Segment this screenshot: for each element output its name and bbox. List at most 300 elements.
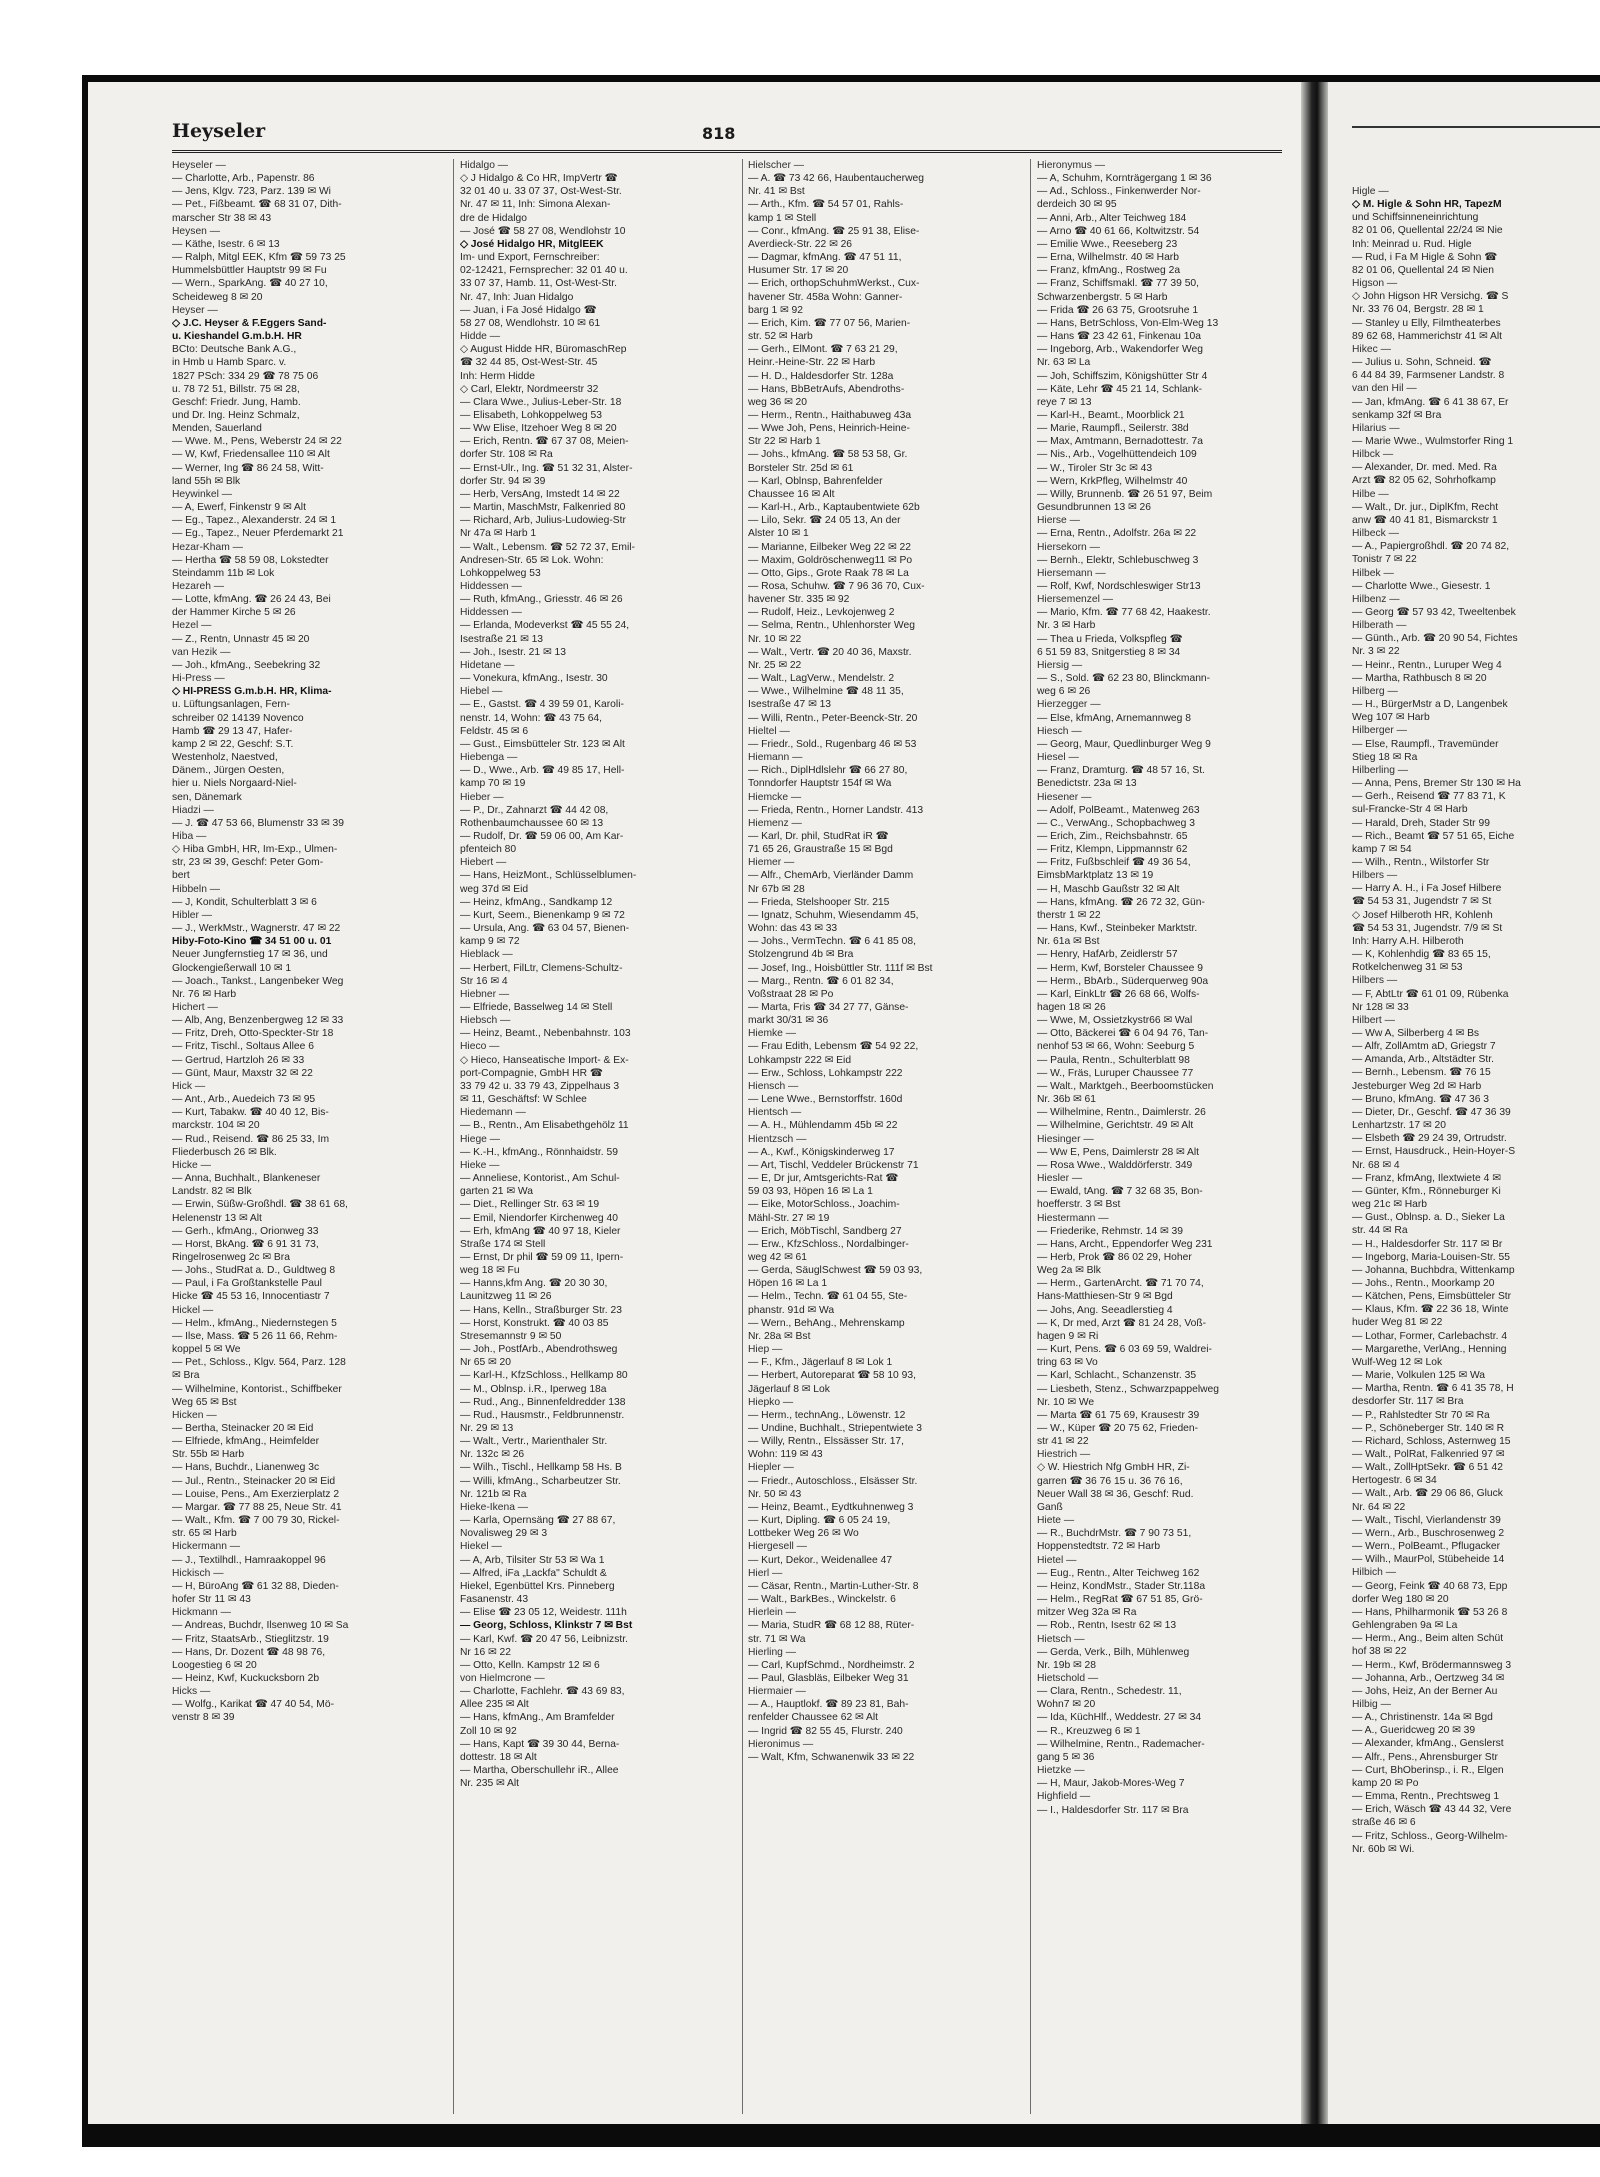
- entry-line: — W., Fräs, Luruper Chaussee 77: [1037, 1067, 1194, 1079]
- entry-line: — C., VerwAng., Schopbachweg 3: [1037, 817, 1195, 829]
- entry-line: — Günt, Maur, Maxstr 32 ✉ 22: [172, 1067, 313, 1079]
- entry-line: Inh: Harry A.H. Hilberoth: [1352, 935, 1464, 947]
- entry-surname-heading: Hiadzi —: [172, 804, 214, 816]
- entry-line: — A., Papiergroßhdl. ☎ 20 74 82,: [1352, 541, 1510, 553]
- entry-line: weg 18 ✉ Fu: [460, 1265, 520, 1277]
- entry-line: Str. 55b ✉ Harb: [172, 1449, 245, 1461]
- entry-line: — Kurt, Dekor., Weidenallee 47: [748, 1554, 893, 1566]
- entry-line: str 41 ✉ 22: [1037, 1436, 1089, 1448]
- entry-surname-heading: Hiesel —: [1037, 752, 1079, 764]
- entry-line: Jägerlauf 8 ✉ Lok: [748, 1383, 830, 1395]
- entry-line: — Heinz, Beamt., Nebenbahnstr. 103: [460, 1028, 631, 1040]
- entry-line: ✉ 11, Geschäftsf: W Schlee: [460, 1094, 587, 1106]
- entry-surname-heading: Hieblack —: [460, 949, 513, 961]
- entry-surname-heading: Hiddessen —: [460, 607, 522, 619]
- entry-line: — Josef, Ing., Hoisbüttler Str. 111f ✉ Bst: [748, 962, 933, 974]
- entry-surname-heading: Hiersig —: [1037, 659, 1083, 671]
- entry-surname-heading: Hierl —: [748, 1567, 783, 1579]
- entry-line: phanstr. 91d ✉ Wa: [748, 1304, 835, 1316]
- entry-line: ☎ 54 53 31, Jugendstr. 7/9 ✉ St: [1352, 922, 1503, 934]
- entry-line: — Herm., GartenArcht. ☎ 71 70 74,: [1037, 1278, 1204, 1290]
- entry-line: — Walt., Arb. ☎ 29 06 86, Gluck: [1352, 1488, 1503, 1500]
- entry-line: Loogestieg 6 ✉ 20: [172, 1659, 257, 1671]
- entry-line: — Franz, Schiffsmakl. ☎ 77 39 50,: [1037, 278, 1200, 290]
- entry-line: 58 27 08, Wendlohstr. 10 ✉ 61: [460, 317, 601, 329]
- entry-line: ◇ W. Hiestrich Nfg GmbH HR, Zi-: [1037, 1462, 1190, 1474]
- entry-line: — Joach., Tankst., Langenbeker Weg: [172, 975, 344, 987]
- entry-line: — I., Haldesdorfer Str. 117 ✉ Bra: [1037, 1804, 1189, 1816]
- entry-line: Chaussee 16 ✉ Alt: [748, 488, 835, 500]
- entry-line: — Alfr., Pens., Ahrensburger Str: [1352, 1751, 1498, 1763]
- entry-line: Nr. 41 ✉ Bst: [748, 186, 805, 198]
- entry-line: Stresemannstr 9 ✉ 50: [460, 1330, 562, 1342]
- entry-surname-heading: Hiemcke —: [748, 791, 802, 803]
- entry-line: — Eug., Rentn., Alter Teichweg 162: [1037, 1567, 1200, 1579]
- entry-line: — Louise, Pens., Am Exerzierplatz 2: [172, 1488, 340, 1500]
- entry-surname-heading: Hiddessen —: [460, 581, 522, 592]
- entry-surname-heading: Hientsch —: [748, 1107, 802, 1119]
- entry-surname-heading: Hiebner —: [460, 988, 510, 1000]
- entry-line: ☎ 54 53 31, Jugendstr 7 ✉ St: [1352, 896, 1492, 908]
- entry-line: — Elfriede, Basselweg 14 ✉ Stell: [460, 1002, 613, 1013]
- entry-line: Str 16 ✉ 4: [460, 975, 508, 987]
- entry-line: — Rudolf, Dr. ☎ 59 06 00, Am Kar-: [460, 830, 624, 842]
- entry-line: — Mario, Kfm. ☎ 77 68 42, Haakestr.: [1037, 607, 1211, 619]
- directory-column-2: [460, 159, 736, 2114]
- entry-line: — Hans, BetrSchloss, Von-Elm-Weg 13: [1037, 317, 1219, 329]
- entry-line: tring 63 ✉ Vo: [1037, 1357, 1098, 1369]
- entry-line: — Fritz, Dreh, Otto-Speckter-Str 18: [172, 1028, 334, 1040]
- entry-line: Nr. 61a ✉ Bst: [1037, 936, 1100, 948]
- entry-line: Tonistr 7 ✉ 22: [1352, 554, 1417, 566]
- entry-line: — Ww Elise, Itzehoer Weg 8 ✉ 20: [460, 423, 617, 435]
- entry-line: Wohn: das 43 ✉ 33: [748, 923, 838, 935]
- entry-line: — Ant., Arb., Auedeich 73 ✉ 95: [172, 1094, 316, 1106]
- entry-line: 82 01 06, Quellental 24 ✉ Nien: [1352, 264, 1495, 276]
- entry-line: schreiber 02 14139 Novenco: [172, 712, 304, 724]
- entry-line: sul-Francke-Str 4 ✉ Harb: [1352, 804, 1468, 816]
- entry-line: — Ewald, tAng. ☎ 7 32 68 35, Bon-: [1037, 1186, 1203, 1198]
- entry-line: Geschf: Friedr. Jung, Hamb.: [172, 396, 301, 408]
- entry-line: — Walt., LagVerw., Mendelstr. 2: [748, 673, 895, 685]
- entry-line: und Dr. Ing. Heinz Schmalz,: [172, 409, 300, 421]
- entry-surname-heading: Hientzsch —: [748, 1133, 807, 1145]
- entry-line: — Hans, Dr. Dozent ☎ 48 98 76,: [172, 1646, 326, 1658]
- entry-surname-heading: Hiebsch —: [460, 1015, 511, 1027]
- entry-line: ◇ Josef Hilberoth HR, Kohlenh: [1352, 909, 1493, 921]
- entry-line: Inh: Herm Hidde: [460, 370, 535, 382]
- entry-line: und Schiffsinneneinrichtung: [1352, 212, 1479, 224]
- entry-line: Nr. 76 ✉ Harb: [172, 988, 237, 1000]
- entry-line: markt 30/31 ✉ 36: [748, 1015, 829, 1027]
- entry-line: in Hmb u Hamb Sparc. v.: [172, 357, 287, 369]
- entry-line: — Erna, Wilhelmstr. 40 ✉ Harb: [1037, 252, 1179, 264]
- entry-line: — Adolf, PolBeamt., Matenweg 263: [1037, 804, 1200, 816]
- entry-line: — Wilhelmine, Rentn., Rademacher-: [1037, 1738, 1205, 1750]
- entry-line: Lohkoppelweg 53: [460, 567, 541, 579]
- entry-line: — A. ☎ 73 42 66, Haubentaucherweg: [748, 173, 924, 185]
- entry-surname-heading: Hilbe —: [1352, 488, 1389, 500]
- entry-line: — Franz, kfmAng, Ilextwiete 4 ✉: [1352, 1172, 1501, 1184]
- entry-line: ☎ 32 44 85, Ost-West-Str. 45: [460, 357, 598, 369]
- entry-line: — Hans, Philharmonik ☎ 53 26 8: [1352, 1606, 1508, 1618]
- entry-line: — Joh, Schiffszim, Königshütter Str 4: [1037, 370, 1208, 382]
- entry-surname-heading: Hiersemenzel —: [1037, 594, 1114, 606]
- entry-line: — Fritz, Fußbschleif ☎ 49 36 54,: [1037, 857, 1191, 869]
- entry-line: Nr. 47 ✉ 11, Inh: Simona Alexan-: [460, 199, 611, 211]
- entry-line: — Wilh., Rentn., Wilstorfer Str: [1352, 856, 1490, 868]
- entry-line: — Joh., PostfArb., Abendrothsweg: [460, 1344, 618, 1356]
- entry-line: — Eg., Tapez., Alexanderstr. 24 ✉ 1: [172, 515, 337, 527]
- entry-line: — Fritz, StaatsArb., Stieglitzstr. 19: [172, 1633, 329, 1645]
- entry-line: — Bernh., Lebensm. ☎ 76 15: [1352, 1067, 1491, 1079]
- entry-line: — Walt., BarkBes., Winckelstr. 6: [748, 1594, 896, 1606]
- entry-line: — Stanley u Elly, Filmtheaterbes: [1352, 317, 1501, 329]
- entry-line: — Hans, Kelln., Straßburger Str. 23: [460, 1304, 622, 1316]
- entry-line: — Herb, VersAng, Imstedt 14 ✉ 22: [460, 488, 620, 500]
- entry-surname-heading: Heyser —: [172, 304, 218, 316]
- entry-line: — Alfr., ChemArb, Vierländer Damm: [748, 870, 914, 882]
- entry-line: — Herm., BbArb., Süderquerweg 90a: [1037, 975, 1209, 987]
- entry-surname-heading: Hilberath —: [1352, 620, 1407, 632]
- entry-line: — Liesbeth, Stenz., Schwarzpappelweg: [1037, 1383, 1220, 1395]
- entry-surname-heading: Hiege —: [460, 1133, 501, 1145]
- entry-line: Feldstr. 45 ✉ 6: [460, 725, 529, 737]
- entry-line: — Art, Tischl, Veddeler Brückenstr 71: [748, 1159, 919, 1171]
- entry-line: — A., Gueridcweg 20 ✉ 39: [1352, 1725, 1476, 1737]
- entry-line: Hertogestr. 6 ✉ 34: [1352, 1475, 1437, 1487]
- entry-line: — Käte, Lehr ☎ 45 21 14, Schlank-: [1037, 383, 1203, 395]
- entry-line: Isestraße 47 ✉ 13: [748, 699, 832, 711]
- entry-line: Stieg 18 ✉ Ra: [1352, 751, 1418, 763]
- entry-line: garren ☎ 36 76 15 u. 36 76 16,: [1037, 1475, 1183, 1487]
- entry-line: nenhof 53 ✉ 66, Wohn: Seeburg 5: [1037, 1041, 1195, 1053]
- entry-surname-heading: Hieronymus —: [1037, 160, 1106, 171]
- entry-line: — Hans, BbBetrAufs, Abendroths-: [748, 383, 905, 395]
- entry-line: huder Weg 81 ✉ 22: [1352, 1317, 1443, 1329]
- entry-line: — Diet., Rellinger Str. 63 ✉ 19: [460, 1199, 600, 1211]
- entry-line: — Gerh., ElMont. ☎ 7 63 21 29,: [748, 344, 898, 356]
- entry-line: Novalisweg 29 ✉ 3: [460, 1528, 548, 1540]
- entry-line: — J., Textilhdl., Hamraakoppel 96: [172, 1554, 326, 1566]
- entry-line: Fasanenstr. 43: [460, 1594, 529, 1606]
- entry-line: — Jan, kfmAng. ☎ 6 41 38 67, Er: [1352, 396, 1509, 408]
- entry-line: — Hans ☎ 23 42 61, Finkenau 10a: [1037, 331, 1201, 343]
- entry-surname-heading: Hiesch —: [1037, 725, 1082, 737]
- entry-line: — Friedr., Sold., Rugenbarg 46 ✉ 53: [748, 738, 917, 750]
- entry-line: u. Kieshandel G.m.b.H. HR: [172, 331, 302, 343]
- entry-line: — Johs, Ang. Seeadlerstieg 4: [1037, 1304, 1173, 1316]
- entry-line: — Alb, Ang, Benzenbergweg 12 ✉ 33: [172, 1015, 344, 1027]
- entry-line: — Cäsar, Rentn., Martin-Luther-Str. 8: [748, 1580, 919, 1592]
- entry-line: Nr. 36b ✉ 61: [1037, 1094, 1097, 1106]
- entry-line: — Johs., StudRat a. D., Guldtweg 8: [172, 1265, 336, 1277]
- entry-surname-heading: Hibler —: [172, 909, 213, 921]
- entry-line: port-Compagnie, GmbH HR ☎: [460, 1067, 603, 1079]
- entry-surname-heading: van Hezik —: [172, 646, 231, 658]
- entry-line: — Marta, Fris ☎ 34 27 77, Gänse-: [748, 1002, 909, 1013]
- entry-surname-heading: Hilberger —: [1352, 725, 1407, 737]
- directory-page-right: [1328, 82, 1600, 2124]
- column-divider: [1030, 159, 1031, 2114]
- entry-line: — Max, Amtmann, Bernadottestr. 7a: [1037, 436, 1203, 448]
- entry-line: — Julius u. Sohn, Schneid. ☎: [1352, 357, 1492, 369]
- entry-surname-heading: Hierlein —: [748, 1607, 797, 1619]
- entry-line: sen, Dänemark: [172, 791, 242, 803]
- entry-line: — Gertrud, Hartzloh 26 ✉ 33: [172, 1054, 305, 1066]
- entry-line: Averdieck-Str. 22 ✉ 26: [748, 238, 853, 250]
- entry-line: Nr. 3 ✉ 22: [1352, 646, 1400, 658]
- entry-line: pfenteich 80: [460, 844, 517, 856]
- entry-line: — Fritz, Tischl., Soltaus Allee 6: [172, 1041, 314, 1053]
- entry-line: Mähl-Str. 27 ✉ 19: [748, 1212, 830, 1224]
- entry-line: gang 5 ✉ 36: [1037, 1751, 1095, 1763]
- entry-line: — Marta ☎ 61 75 69, Krausestr 39: [1037, 1409, 1200, 1421]
- entry-line: ◇ Carl, Elektr, Nordmeerstr 32: [460, 383, 599, 395]
- entry-line: — Karl-H., KfzSchloss., Hellkamp 80: [460, 1370, 628, 1382]
- entry-line: weg 37d ✉ Eid: [460, 883, 529, 895]
- entry-line: — Franz, kfmAng., Rostweg 2a: [1037, 265, 1181, 277]
- entry-line: — Franz, Dramturg. ☎ 48 57 16, St.: [1037, 765, 1205, 777]
- running-header: [172, 120, 1282, 160]
- entry-line: — Conr., kfmAng. ☎ 25 91 38, Elise-: [748, 225, 920, 237]
- entry-surname-heading: Hiete —: [1037, 1515, 1075, 1527]
- entry-line: — Ww A, Silberberg 4 ✉ Bs: [1352, 1028, 1480, 1039]
- entry-line: — Johs., VermTechn. ☎ 6 41 85 08,: [748, 936, 916, 948]
- entry-surname-heading: Hietel —: [1037, 1554, 1077, 1566]
- entry-line: BCto: Deutsche Bank A.G.,: [172, 344, 297, 356]
- entry-line: Menden, Sauerland: [172, 423, 262, 435]
- entry-surname-heading: Hilbek —: [1352, 567, 1394, 579]
- entry-line: — Frida ☎ 26 63 75, Grootsruhe 1: [1037, 304, 1199, 316]
- entry-line: renfelder Chaussee 62 ✉ Alt: [748, 1712, 878, 1724]
- entry-line: — Rob., Rentn, Isestr 62 ✉ 13: [1037, 1620, 1177, 1632]
- entry-line: — J. ☎ 47 53 66, Blumenstr 33 ✉ 39: [172, 817, 344, 829]
- entry-line: weg 21c ✉ Harb: [1352, 1199, 1428, 1211]
- entry-line: — Pet., Fißbeamt. ☎ 68 31 07, Dith-: [172, 199, 342, 211]
- entry-line: — F, AbtLtr ☎ 61 01 09, Rübenka: [1352, 988, 1509, 1000]
- entry-surname-heading: Hilbers —: [1352, 975, 1398, 987]
- entry-surname-heading: Hiensch —: [748, 1080, 799, 1092]
- entry-line: ◇ José Hidalgo HR, MitglEEK: [460, 238, 604, 250]
- entry-surname-heading: Hiepler —: [748, 1462, 794, 1474]
- entry-line: Lenhartzstr. 17 ✉ 20: [1352, 1120, 1446, 1132]
- entry-line: — Emma, Rentn., Prechtsweg 1: [1352, 1791, 1500, 1803]
- entry-line: — Ernst, Hausdruck., Hein-Hoyer-S: [1352, 1146, 1516, 1158]
- entry-line: — Horst, BkAng. ☎ 6 91 31 73,: [172, 1238, 319, 1250]
- entry-line: Weg 2a ✉ Blk: [1037, 1265, 1101, 1277]
- entry-surname-heading: Hibbeln —: [172, 883, 221, 895]
- entry-line: — A., Hauptlokf. ☎ 89 23 81, Bah-: [748, 1699, 909, 1711]
- entry-surname-heading: Hilbig —: [1352, 1698, 1391, 1710]
- entry-line: — Frieda, Rentn., Horner Landstr. 413: [748, 804, 924, 816]
- entry-line: — Martha, Rentn. ☎ 6 41 35 78, H: [1352, 1383, 1514, 1395]
- entry-line: — Ingrid ☎ 82 55 45, Flurstr. 240: [748, 1725, 903, 1737]
- entry-line: — P., Rahlstedter Str 70 ✉ Ra: [1352, 1409, 1490, 1421]
- entry-surname-heading: Hilbich —: [1352, 1567, 1397, 1579]
- entry-surname-heading: Hierse —: [1037, 515, 1080, 527]
- entry-line: — Pet., Schloss., Klgv. 564, Parz. 128: [172, 1357, 346, 1369]
- entry-line: — Amanda, Arb., Altstädter Str.: [1352, 1054, 1494, 1066]
- entry-line: — Hans, Archt., Eppendorfer Weg 231: [1037, 1238, 1213, 1250]
- entry-line: — Georg, Feink ☎ 40 68 73, Epp: [1352, 1580, 1508, 1592]
- entry-line: land 55h ✉ Blk: [172, 475, 241, 487]
- entry-line: — Anni, Arb., Alter Teichweg 184: [1037, 212, 1187, 224]
- entry-line: — Erich, Wäsch ☎ 43 44 32, Vere: [1352, 1804, 1512, 1816]
- entry-line: Nr. 3 ✉ Harb: [1037, 620, 1096, 632]
- entry-surname-heading: Hietzke —: [1037, 1765, 1085, 1777]
- entry-line: — Willy, Brunnenb. ☎ 26 51 97, Beim: [1037, 488, 1213, 500]
- entry-surname-heading: Hietschold —: [1037, 1672, 1099, 1684]
- columns-container: [172, 159, 1300, 2114]
- entry-line: — Karl, EinkLtr ☎ 26 68 66, Wolfs-: [1037, 988, 1200, 1000]
- entry-line: — Wilh., Tischl., Hellkamp 58 Hs. B: [460, 1462, 622, 1474]
- entry-line: — Marie, Volkulen 125 ✉ Wa: [1352, 1370, 1486, 1382]
- entry-line: — Wern, KrkPfleg, Wilhelmstr 40: [1037, 475, 1188, 487]
- entry-line: kamp 9 ✉ 72: [460, 936, 520, 948]
- entry-line: Höpen 16 ✉ La 1: [748, 1278, 828, 1290]
- entry-line: Benedictstr. 23a ✉ 13: [1037, 778, 1137, 790]
- entry-line: — Frau Edith, Lebensm ☎ 54 92 22,: [748, 1041, 919, 1053]
- entry-line: — H, Maur, Jakob-Mores-Weg 7: [1037, 1778, 1185, 1790]
- entry-line: — Gerh., Reisend ☎ 77 83 71, K: [1352, 791, 1506, 803]
- entry-line: — Herbert, Autoreparat ☎ 58 10 93,: [748, 1370, 916, 1382]
- entry-line: — Clara Wwe., Julius-Leber-Str. 18: [460, 396, 622, 408]
- entry-line: Andresen-Str. 65 ✉ Lok. Wohn:: [460, 554, 604, 566]
- entry-surname-heading: Hiestrich —: [1037, 1449, 1091, 1461]
- entry-line: — Gust., Eimsbütteler Str. 123 ✉ Alt: [460, 738, 625, 750]
- entry-line: — Rud, i Fa M Higle & Sohn ☎: [1352, 251, 1498, 263]
- entry-line: Nr 16 ✉ 22: [460, 1646, 511, 1658]
- entry-line: — Marie, Raumpfl., Seilerstr. 38d: [1037, 423, 1189, 435]
- entry-line: — Rud., Ang., Binnenfeldredder 138: [460, 1396, 626, 1408]
- entry-surname-heading: Hichert —: [172, 1002, 218, 1013]
- entry-line: — Rich., Beamt ☎ 57 51 65, Eiche: [1352, 830, 1515, 842]
- entry-line: ◇ Hieco, Hanseatische Import- & Ex-: [460, 1054, 629, 1066]
- entry-line: — W., Tiroler Str 3c ✉ 43: [1037, 462, 1153, 474]
- entry-surname-heading: von Hielmcrone —: [460, 1672, 545, 1684]
- directory-page-left: [88, 82, 1301, 2124]
- entry-surname-heading: Hilarius —: [1352, 422, 1400, 434]
- entry-surname-heading: Hiebel —: [460, 686, 503, 698]
- entry-line: — Vonekura, kfmAng., Isestr. 30: [460, 673, 608, 685]
- entry-line: EimsbMarktplatz 13 ✉ 19: [1037, 870, 1154, 882]
- entry-surname-heading: Heywinkel —: [172, 488, 233, 500]
- entry-surname-heading: Hiersekorn —: [1037, 541, 1100, 553]
- entry-line: — A. H., Mühlendamm 45b ✉ 22: [748, 1120, 898, 1132]
- entry-line: — M., Oblnsp. i.R., Iperweg 18a: [460, 1383, 607, 1395]
- entry-line: 59 03 93, Höpen 16 ✉ La 1: [748, 1186, 873, 1198]
- entry-surname-heading: Hieltel —: [748, 725, 790, 737]
- directory-column-right: [1352, 185, 1600, 2124]
- entry-line: Nr. 10 ✉ We: [1037, 1396, 1095, 1408]
- entry-line: — Helm., kfmAng., Niedernstegen 5: [172, 1317, 337, 1329]
- entry-line: — Emilie Wwe., Reeseberg 23: [1037, 238, 1178, 250]
- entry-line: — Erw., Schloss, Lohkampstr 222: [748, 1067, 903, 1079]
- entry-line: — Wolfg., Karikat ☎ 47 40 54, Mö-: [172, 1699, 335, 1711]
- entry-line: Lottbeker Weg 26 ✉ Wo: [748, 1528, 859, 1540]
- entry-line: Wohn7 ✉ 20: [1037, 1699, 1096, 1711]
- entry-line: bert: [172, 870, 190, 882]
- entry-line: — Rosa, Schuhw. ☎ 7 96 36 70, Cux-: [748, 581, 925, 592]
- entry-line: str. 52 ✉ Harb: [748, 331, 813, 343]
- entry-line: — Ida, KüchHlf., Weddestr. 27 ✉ 34: [1037, 1712, 1202, 1724]
- entry-line: 33 07 37, Hamb. 11, Ost-West-Str.: [460, 278, 617, 290]
- entry-line: 32 01 40 u. 33 07 37, Ost-West-Str.: [460, 186, 622, 198]
- entry-line: — Elfriede, kfmAng., Heimfelder: [172, 1436, 320, 1448]
- entry-surname-heading: Hieronimus —: [748, 1738, 814, 1750]
- entry-line: therstr 1 ✉ 22: [1037, 909, 1101, 921]
- entry-line: Nr. 63 ✉ La: [1037, 357, 1091, 369]
- book-gutter: [1301, 82, 1328, 2124]
- entry-line: — Eg., Tapez., Neuer Pferdemarkt 21: [172, 528, 344, 540]
- entry-line: — W, Kwf, Friedensallee 110 ✉ Alt: [172, 449, 330, 461]
- entry-line: — Elise ☎ 23 05 12, Weidestr. 111h: [460, 1607, 627, 1619]
- entry-line: — Marianne, Eilbeker Weg 22 ✉ 22: [748, 541, 911, 553]
- entry-surname-heading: Hilbers —: [1352, 870, 1398, 882]
- entry-line: — Rolf, Kwf, Nordschleswiger Str13: [1037, 581, 1201, 592]
- entry-line: Hiekel, Egenbüttel Krs. Pinneberg: [460, 1580, 615, 1592]
- entry-line: — Charlotte Wwe., Giesestr. 1: [1352, 580, 1491, 592]
- entry-line: — Kurt, Dipling. ☎ 6 05 24 19,: [748, 1515, 891, 1527]
- entry-line: Lohkampstr 222 ✉ Eid: [748, 1054, 852, 1066]
- entry-line: — Paula, Rentn., Schulterblatt 98: [1037, 1054, 1190, 1066]
- entry-line: — Willi, kfmAng., Scharbeutzer Str.: [460, 1475, 621, 1487]
- entry-line: barg 1 ✉ 92: [748, 304, 803, 316]
- entry-line: Nr 65 ✉ 20: [460, 1357, 511, 1369]
- entry-line: dorfer Str. 94 ✉ 39: [460, 475, 546, 487]
- entry-surname-heading: Hilbert —: [1352, 1014, 1395, 1026]
- entry-line: — Herm., Ang., Beim alten Schüt: [1352, 1633, 1504, 1645]
- directory-column-1: [172, 159, 447, 2114]
- entry-line: — Johanna, Buchbdra, Wittenkamp: [1352, 1264, 1515, 1276]
- entry-surname-heading: Hiergesell —: [748, 1541, 807, 1553]
- entry-line: Steindamm 11b ✉ Lok: [172, 567, 275, 579]
- directory-column-4: [1037, 159, 1301, 2114]
- entry-line: — Ruth, kfmAng., Griesstr. 46 ✉ 26: [460, 594, 623, 606]
- entry-line: reye 7 ✉ 13: [1037, 396, 1092, 408]
- entry-line: — Erw., KfzSchloss., Nordalbinger-: [748, 1238, 909, 1250]
- entry-surname-heading: Hidde —: [460, 331, 501, 343]
- entry-line: Helenenstr 13 ✉ Alt: [172, 1212, 262, 1224]
- entry-line: Tonndorfer Hauptstr 154f ✉ Wa: [748, 778, 892, 790]
- entry-line: — Lotte, kfmAng. ☎ 26 24 43, Bei: [172, 594, 331, 606]
- entry-line: — Heinz, KondMstr., Stader Str.118a: [1037, 1580, 1206, 1592]
- entry-line: Nr. 10 ✉ 22: [748, 633, 802, 645]
- entry-line: Nr. 33 76 04, Bergstr. 28 ✉ 1: [1352, 304, 1484, 316]
- entry-line: — Karl, Kwf. ☎ 20 47 56, Leibnizstr.: [460, 1633, 628, 1645]
- entry-line: — K, Kohlenhdig ☎ 83 65 15,: [1352, 949, 1491, 961]
- entry-line: — Fritz, Schloss., Georg-Wilhelm-: [1352, 1830, 1508, 1842]
- entry-surname-heading: Hierzegger —: [1037, 699, 1101, 711]
- entry-line: — Herm., Rentn., Haithabuweg 43a: [748, 409, 912, 421]
- entry-surname-heading: Hieber —: [460, 791, 504, 803]
- entry-surname-heading: Hiestermann —: [1037, 1212, 1109, 1224]
- entry-surname-heading: Hieke-Ikena —: [460, 1501, 529, 1513]
- entry-line: — Martha, Rathbusch 8 ✉ 20: [1352, 672, 1487, 684]
- entry-line: kamp 20 ✉ Po: [1352, 1777, 1419, 1789]
- running-head-word: Heyseler: [172, 120, 266, 142]
- entry-surname-heading: Hierling —: [748, 1646, 797, 1658]
- entry-line: — Walt., Lebensm. ☎ 52 72 37, Emil-: [460, 541, 635, 553]
- entry-surname-heading: Hilbenz —: [1352, 593, 1400, 605]
- entry-line: — Kätchen, Pens, Eimsbütteler Str: [1352, 1291, 1512, 1303]
- entry-line: — Arth., Kfm. ☎ 54 57 01, Rahls-: [748, 199, 904, 211]
- entry-line: — Günter, Kfm., Rönneburger Ki: [1352, 1185, 1501, 1197]
- entry-line: — Johs., kfmAng. ☎ 58 53 58, Gr.: [748, 449, 908, 461]
- entry-surname-heading: Hiemann —: [748, 752, 803, 764]
- entry-line: — Heinz, kfmAng., Sandkamp 12: [460, 896, 613, 908]
